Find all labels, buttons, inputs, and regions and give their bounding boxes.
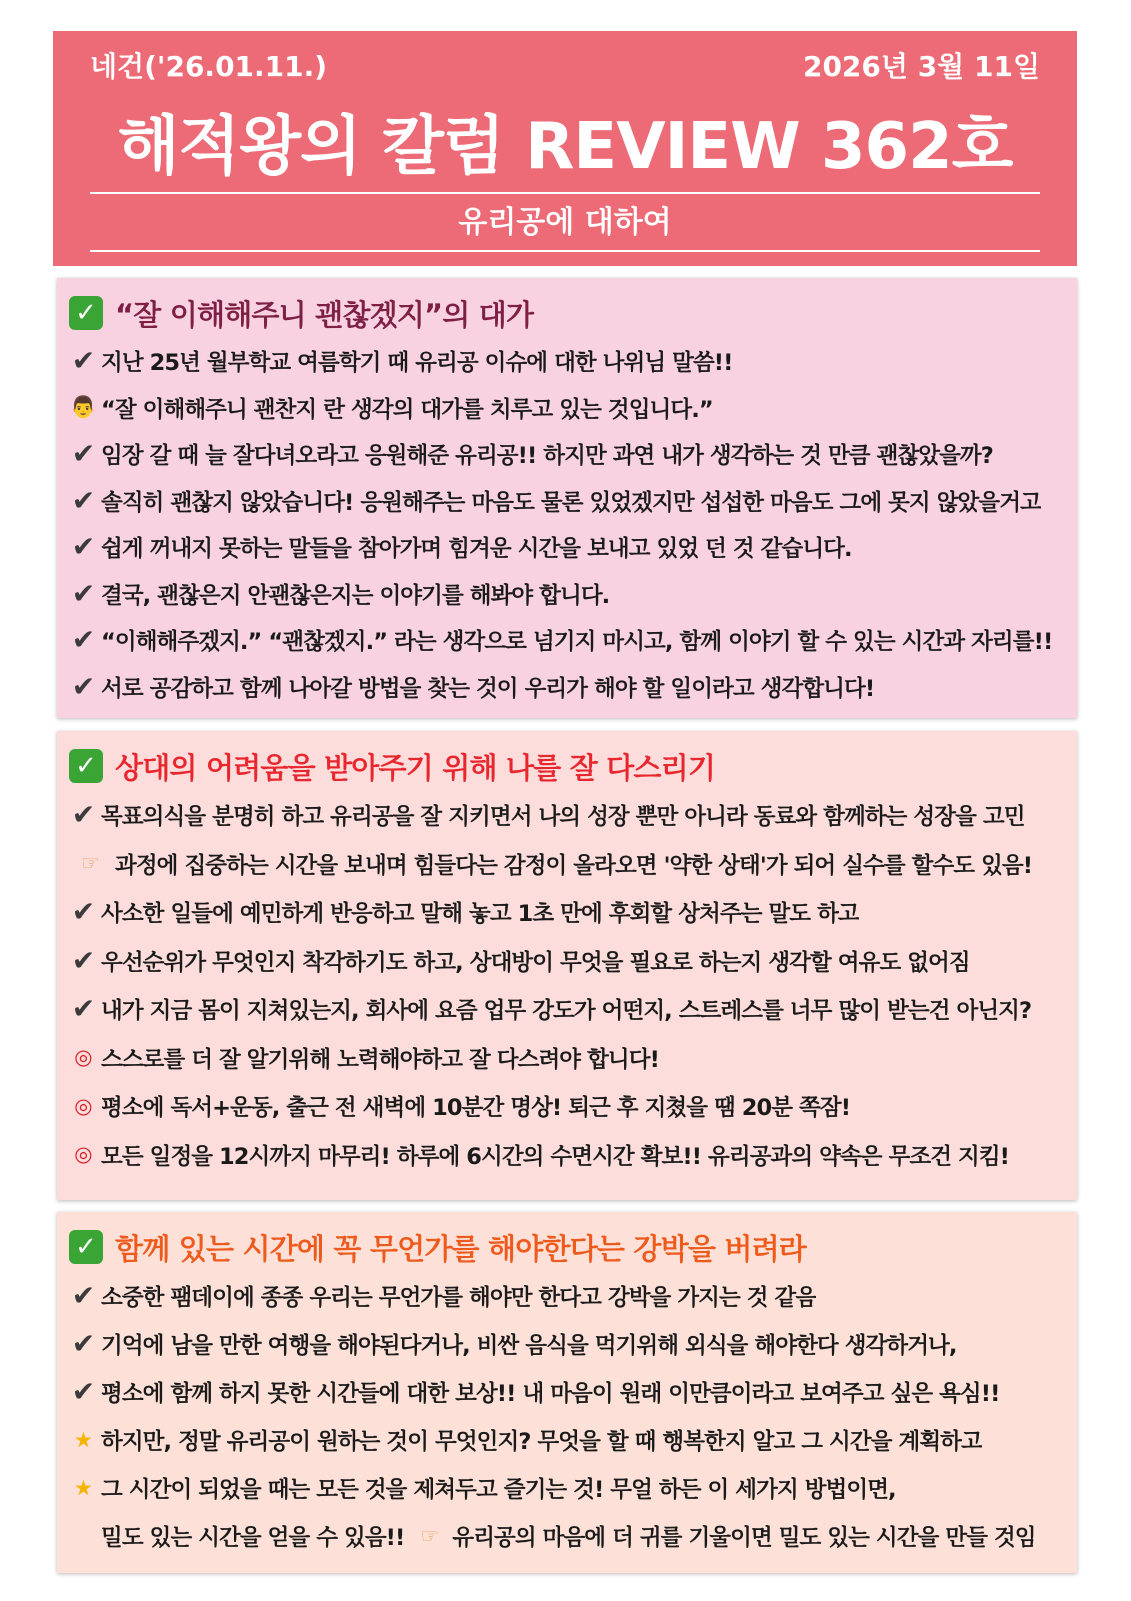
check-icon: ✔ <box>71 1279 95 1312</box>
header-divider-top <box>90 192 1040 194</box>
issue-tag: 네건('26.01.11.) <box>90 50 328 83</box>
target-icon: ◎ <box>74 1093 92 1118</box>
list-item-text: 소중한 팸데이에 종종 우리는 무언가를 해야만 한다고 강박을 가지는 것 같음 <box>101 1285 817 1311</box>
list-item <box>69 1416 1065 1464</box>
list-item-text: 지난 25년 월부학교 여름학기 때 유리공 이슈에 대한 나위님 말씀!! <box>101 350 733 377</box>
check-mark-button-icon: ✓ <box>69 1230 103 1264</box>
list-item <box>69 840 1065 889</box>
header-divider-bottom <box>90 250 1040 252</box>
list-item <box>69 937 1065 986</box>
check-icon: ✔ <box>71 530 95 564</box>
page-subtitle: 유리공에 대하여 <box>458 205 672 240</box>
list-item-text: 목표의식을 분명히 하고 유리공을 잘 지키면서 나의 성장 뿐만 아니라 동료와 함께하는 성장을 고민 <box>101 804 1025 831</box>
list-item <box>69 1131 1065 1180</box>
list-item <box>69 478 1065 525</box>
check-mark-button-icon: ✓ <box>69 296 103 330</box>
check-icon: ✔ <box>71 1327 95 1360</box>
list-item <box>69 431 1065 478</box>
list-item <box>69 985 1065 1034</box>
check-icon: ✔ <box>71 1375 95 1408</box>
list-item-text: 내가 지금 몸이 지쳐있는지, 회사에 요즘 업무 강도가 어떤지, 스트레스를 너무 많이 받는건 아닌지? <box>101 998 1032 1025</box>
list-item-text: 임장 갈 때 늘 잘다녀오라고 응원해준 유리공!! 하지만 과연 내가 생각하는 것 만큼 괜찮았을까? <box>101 443 993 470</box>
target-icon: ◎ <box>74 1045 92 1070</box>
section-header <box>69 1226 1065 1268</box>
list-item-text: 우선순위가 무엇인지 착각하기도 하고, 상대방이 무엇을 필요로 하는지 생각할 여유도 없어짐 <box>101 949 970 976</box>
star-icon: ★ <box>74 1427 92 1452</box>
page-title: 해적왕의 칼럼 REVIEW 362호 <box>117 110 1013 184</box>
list-item-text: 서로 공감하고 함께 나아갈 방법을 찾는 것이 우리가 해야 할 일이라고 생각합니다! <box>101 675 875 702</box>
list-item-text: 스스로를 더 잘 알기위해 노력해야하고 잘 다스려야 합니다! <box>101 1046 659 1073</box>
list-item-text: 기억에 남을 만한 여행을 해야된다거나, 비싼 음식을 먹기위해 외식을 해야한다 생각하거나, <box>101 1333 957 1359</box>
check-icon: ✔ <box>71 943 95 977</box>
list-item-text: 사소한 일들에 예민하게 반응하고 말해 놓고 1초 만에 후회할 상처주는 말도 하고 <box>101 901 859 928</box>
list-item-text: 평소에 독서+운동, 출근 전 새벽에 10분간 명상! 퇴근 후 지쳤을 땜 20분 쪽잠! <box>101 1095 851 1122</box>
list-item <box>69 571 1065 618</box>
check-icon: ✔ <box>71 895 95 929</box>
star-icon: ★ <box>74 1475 92 1500</box>
list-item <box>69 524 1065 571</box>
section-3 <box>57 1212 1077 1573</box>
list-item <box>69 617 1065 664</box>
list-item <box>69 1320 1065 1368</box>
check-icon: ✔ <box>71 669 95 703</box>
section-title: “잘 이해해주니 괜찮겠지”의 대가 <box>115 297 534 332</box>
list-item-text: 모든 일정을 12시까지 마무리! 하루에 6시간의 수면시간 확보!! 유리공과의 약속은 무조건 지킴! <box>101 1143 1010 1170</box>
list-item <box>69 1464 1065 1512</box>
list-item <box>69 1368 1065 1416</box>
pointing-hand-icon: ☞ <box>420 1524 439 1548</box>
target-icon: ◎ <box>74 1142 92 1167</box>
continuation-text: 밀도 있는 시간을 얻을 수 있음!! <box>101 1525 405 1551</box>
pointing-hand-icon: ☞ <box>81 851 99 876</box>
list-item <box>69 1082 1065 1131</box>
list-item-text: 결국, 괜찮은지 안괜찮은지는 이야기를 해봐야 합니다. <box>101 582 610 609</box>
issue-date: 2026년 3월 11일 <box>802 50 1040 83</box>
check-icon: ✔ <box>71 623 95 657</box>
list-item <box>69 1272 1065 1320</box>
list-item <box>69 338 1065 385</box>
list-item <box>69 791 1065 840</box>
continuation-text-2: 유리공의 마음에 더 귀를 기울이면 밀도 있는 시간을 만들 것임 <box>452 1525 1036 1551</box>
list-item-text: “잘 이해해주니 괜찬지 란 생각의 대가를 치루고 있는 것입니다.” <box>101 396 713 423</box>
check-icon: ✔ <box>71 483 95 517</box>
check-icon: ✔ <box>71 798 95 832</box>
check-icon: ✔ <box>71 576 95 610</box>
list-item-text: “이해해주겠지.” “괜찮겠지.” 라는 생각으로 넘기지 마시고, 함께 이야기 할 수 있는 시간과 자리를!! <box>101 629 1053 656</box>
check-icon: ✔ <box>71 992 95 1026</box>
list-item-text: 솔직히 괜찮지 않았습니다! 응원해주는 마음도 물론 있었겠지만 섭섭한 마음도 그에 못지 않았을거고 <box>101 489 1041 516</box>
section-list <box>69 338 1065 710</box>
list-item <box>69 1034 1065 1083</box>
person-icon: 👨 <box>70 395 96 420</box>
check-icon: ✔ <box>71 437 95 471</box>
section-header <box>69 292 1065 334</box>
check-mark-button-icon: ✓ <box>69 749 103 783</box>
section-title: 함께 있는 시간에 꼭 무언가를 해야한다는 강박을 버려라 <box>115 1231 806 1266</box>
section-title: 상대의 어려움을 받아주기 위해 나를 잘 다스리기 <box>115 750 716 785</box>
list-item-text: 평소에 함께 하지 못한 시간들에 대한 보상!! 내 마음이 원래 이만큼이라고 보여주고 싶은 욕심!! <box>101 1381 1000 1407</box>
list-item-continuation <box>69 1512 1065 1560</box>
section-1 <box>57 278 1077 718</box>
header-banner <box>53 31 1077 266</box>
list-item <box>69 664 1065 711</box>
list-item-text: 쉽게 꺼내지 못하는 말들을 참아가며 힘겨운 시간을 보내고 있었 던 것 같습니다. <box>101 536 852 563</box>
list-item-text: 그 시간이 되었을 때는 모든 것을 제쳐두고 즐기는 것! 무얼 하든 이 세가지 방법이면, <box>101 1477 896 1503</box>
section-list <box>69 791 1065 1179</box>
section-list <box>69 1272 1065 1512</box>
section-2 <box>57 731 1077 1200</box>
check-icon: ✔ <box>71 344 95 378</box>
list-item <box>69 385 1065 432</box>
list-item-text: 하지만, 정말 유리공이 원하는 것이 무엇인지? 무엇을 할 때 행복한지 알고 그 시간을 계획하고 <box>101 1429 982 1455</box>
section-header <box>69 745 1065 787</box>
list-item-text: 과정에 집중하는 시간을 보내며 힘들다는 감정이 올라오면 '약한 상태'가 되어 실수를 할수도 있음! <box>115 852 1033 879</box>
list-item <box>69 888 1065 937</box>
